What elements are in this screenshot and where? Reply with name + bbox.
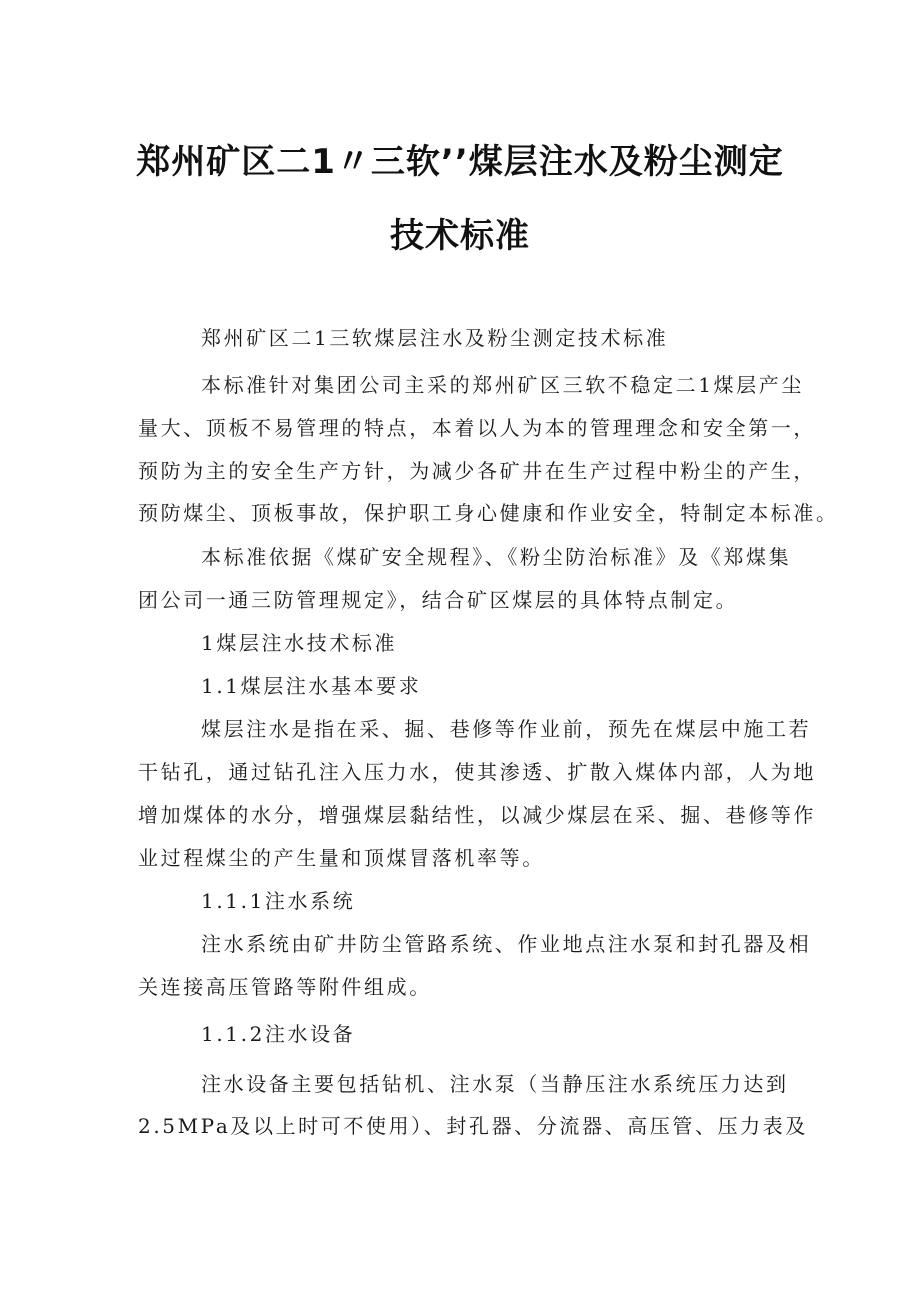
paragraph-line: 注水设备主要包括钻机、注水泵（当静压注水系统压力达到 <box>201 1072 789 1096</box>
paragraph-line: 注水系统由矿井防尘管路系统、作业地点注水泵和封孔器及相 <box>201 932 812 956</box>
paragraph-line: 2.5MPa及以上时可不使用）、封孔器、分流器、高压管、压力表及 <box>138 1114 808 1138</box>
paragraph-line: 团公司一通三防管理规定》，结合矿区煤层的具体特点制定。 <box>138 588 739 612</box>
paragraph-line: 煤层注水是指在采、掘、巷修等作业前，预先在煤层中施工若 <box>201 717 812 741</box>
paragraph-line: 预防为主的安全生产方针，为减少各矿井在生产过程中粉尘的产生， <box>138 459 816 483</box>
paragraph-line: 预防煤尘、顶板事故，保护职工身心健康和作业安全，特制定本标准。 <box>138 501 839 525</box>
document-title-line-2: 技术标准 <box>390 216 530 256</box>
document-body <box>138 0 839 1301</box>
paragraph-line: 量大、顶板不易管理的特点，本着以人为本的管理理念和安全第一， <box>138 416 816 440</box>
section-heading-1-1-2: 1.1.2注水设备 <box>201 1022 356 1046</box>
document-title-line-1: 郑州矿区二1〃三软’’煤层注水及粉尘测定 <box>136 142 784 182</box>
paragraph-line: 干钻孔，通过钻孔注入压力水，使其渗透、扩散入煤体内部，人为地 <box>138 760 816 784</box>
paragraph-line: 本标准依据《煤矿安全规程》、《粉尘防治标准》及《郑煤集 <box>201 545 792 569</box>
section-heading-1-1-1: 1.1.1注水系统 <box>201 889 356 913</box>
subtitle-paragraph: 郑州矿区二1三软煤层注水及粉尘测定技术标准 <box>201 326 669 350</box>
paragraph-line: 增加煤体的水分，增强煤层黏结性，以减少煤层在采、掘、巷修等作 <box>138 803 816 827</box>
paragraph-line: 本标准针对集团公司主采的郑州矿区三软不稳定二1煤层产尘 <box>201 373 804 397</box>
paragraph-line: 关连接高压管路等附件组成。 <box>138 975 432 999</box>
section-heading-1-1: 1.1煤层注水基本要求 <box>201 674 422 698</box>
paragraph-line: 业过程煤尘的产生量和顶煤冒落机率等。 <box>138 846 545 870</box>
section-heading-1: 1煤层注水技术标准 <box>201 631 398 655</box>
